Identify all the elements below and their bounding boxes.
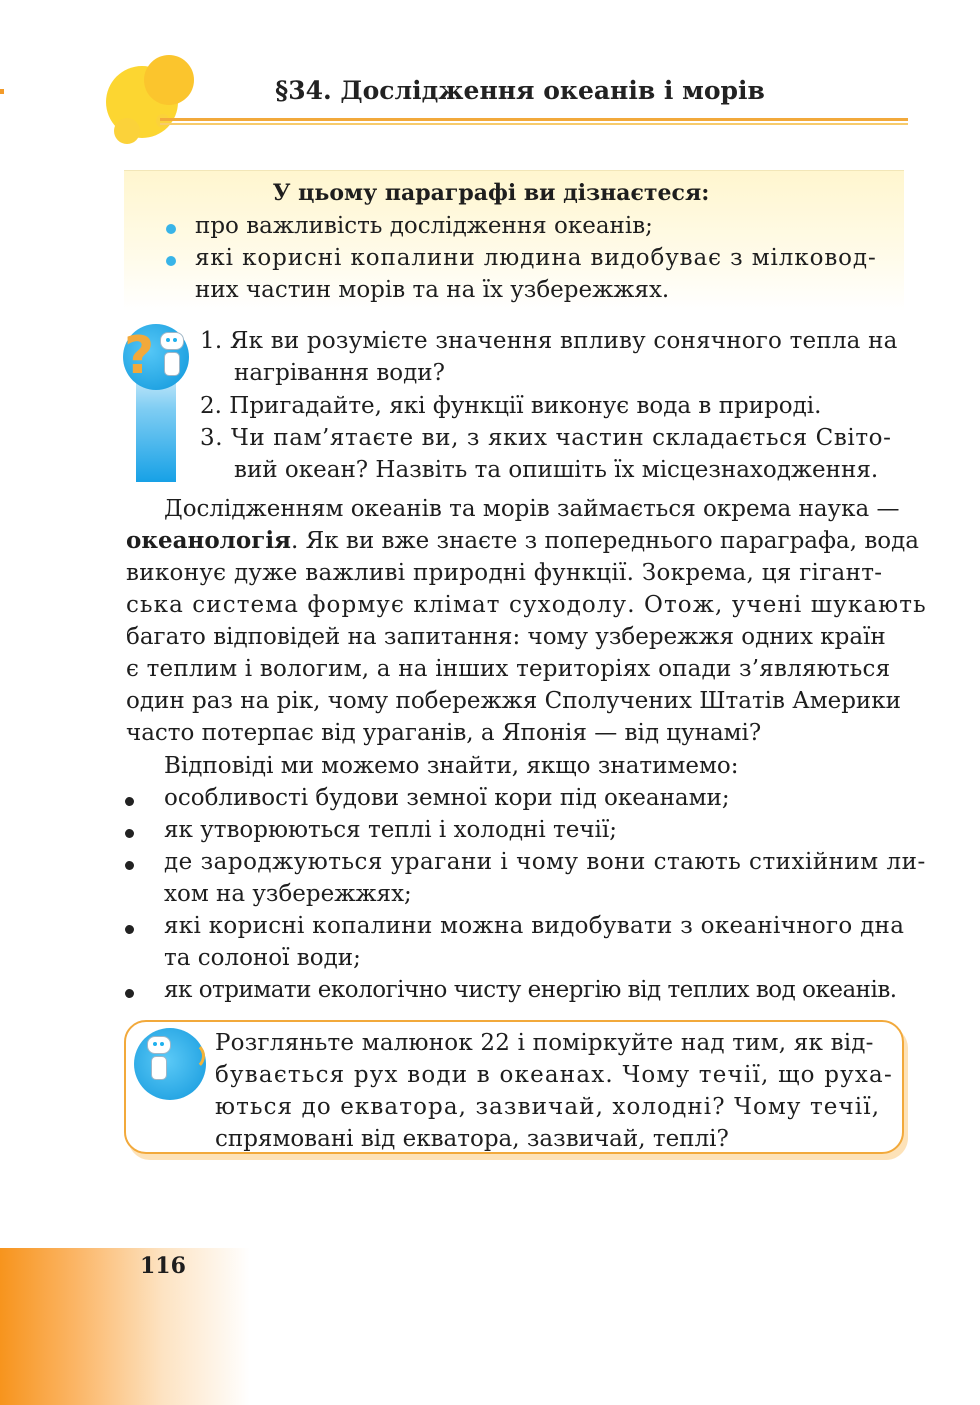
bullet-icon bbox=[125, 925, 134, 934]
footer-decoration bbox=[0, 1248, 250, 1405]
body-text-line: ська система формує клімат суходолу. Отож, учені шукають bbox=[126, 592, 927, 618]
task-text-line: Розгляньте малюнок 22 і поміркуйте над тим, як від- bbox=[215, 1030, 874, 1056]
body-text-line: один раз на рік, чому побережжя Сполучених Штатів Америки bbox=[126, 688, 901, 714]
list-item: як отримати екологічно чисту енергію від теплих вод океанів. bbox=[164, 977, 897, 1003]
page-number: 116 bbox=[140, 1253, 186, 1279]
body-text-line: є теплим і вологим, а на інших територіях опади з’являються bbox=[126, 656, 891, 682]
page-title: §34. Дослідження океанів і морів bbox=[275, 76, 765, 105]
list-item: особливості будови земної кори під океанами; bbox=[164, 785, 730, 811]
question-1-continued: нагрівання води? bbox=[234, 360, 445, 386]
body-text-line: Відповіді ми можемо знайти, якщо знатимемо: bbox=[164, 753, 739, 779]
learn-item: про важливість дослідження океанів; bbox=[195, 213, 653, 239]
body-text-line: часто потерпає від ураганів, а Японія — від цунамі? bbox=[126, 720, 762, 746]
question-2: 2. Пригадайте, які функції виконує вода в природі. bbox=[200, 393, 822, 419]
question-3: 3. Чи пам’ятаєте ви, з яких частин складається Світо- bbox=[200, 425, 892, 451]
question-1: 1. Як ви розумієте значення впливу сонячного тепла на bbox=[200, 328, 898, 354]
list-item-continued: хом на узбережжях; bbox=[164, 881, 412, 907]
header-rule-secondary bbox=[160, 123, 908, 125]
list-item: де зароджуються урагани і чому вони стають стихійним ли- bbox=[164, 849, 926, 875]
header-rule bbox=[160, 118, 908, 121]
question-3-continued: вий океан? Назвіть та опишіть їх місцезнаходження. bbox=[234, 457, 879, 483]
list-item: які корисні копалини можна видобувати з океанічного дна bbox=[164, 913, 905, 939]
bullet-icon bbox=[125, 989, 134, 998]
robot-icon bbox=[160, 332, 184, 376]
bullet-icon bbox=[125, 829, 134, 838]
task-text-line: ються до екватора, зазвичай, холодні? Чому течії, bbox=[215, 1094, 881, 1120]
robot-icon bbox=[147, 1036, 171, 1080]
body-text-line: багато відповідей на запитання: чому узбережжя одних країн bbox=[126, 624, 886, 650]
body-text-line: Дослідженням океанів та морів займається окрема наука — bbox=[164, 496, 900, 522]
list-item-continued: та солоної води; bbox=[164, 945, 361, 971]
task-text-line: бувається рух води в океанах. Чому течії, що руха- bbox=[215, 1062, 893, 1088]
task-text-line: спрямовані від екватора, зазвичай, теплі? bbox=[215, 1126, 729, 1152]
question-mark-icon: ? bbox=[124, 326, 155, 386]
margin-marker bbox=[0, 89, 4, 94]
learn-title: У цьому параграфі ви дізнаєтеся: bbox=[272, 180, 710, 206]
bullet-icon bbox=[166, 256, 176, 266]
body-text-line: океанологія. Як ви вже знаєте з попереднього параграфа, вода bbox=[126, 527, 920, 554]
bullet-icon bbox=[125, 797, 134, 806]
term-oceanology: океанологія bbox=[126, 527, 292, 554]
learn-item-continued: них частин морів та на їх узбережжях. bbox=[195, 277, 670, 303]
list-item: як утворюються теплі і холодні течії; bbox=[164, 817, 618, 843]
body-text-line: виконує дуже важливі природні функції. Зокрема, ця гігант- bbox=[126, 560, 883, 586]
bullet-icon bbox=[166, 224, 176, 234]
learn-item: які корисні копалини людина видобуває з мілковод- bbox=[195, 245, 877, 271]
bullet-icon bbox=[125, 861, 134, 870]
